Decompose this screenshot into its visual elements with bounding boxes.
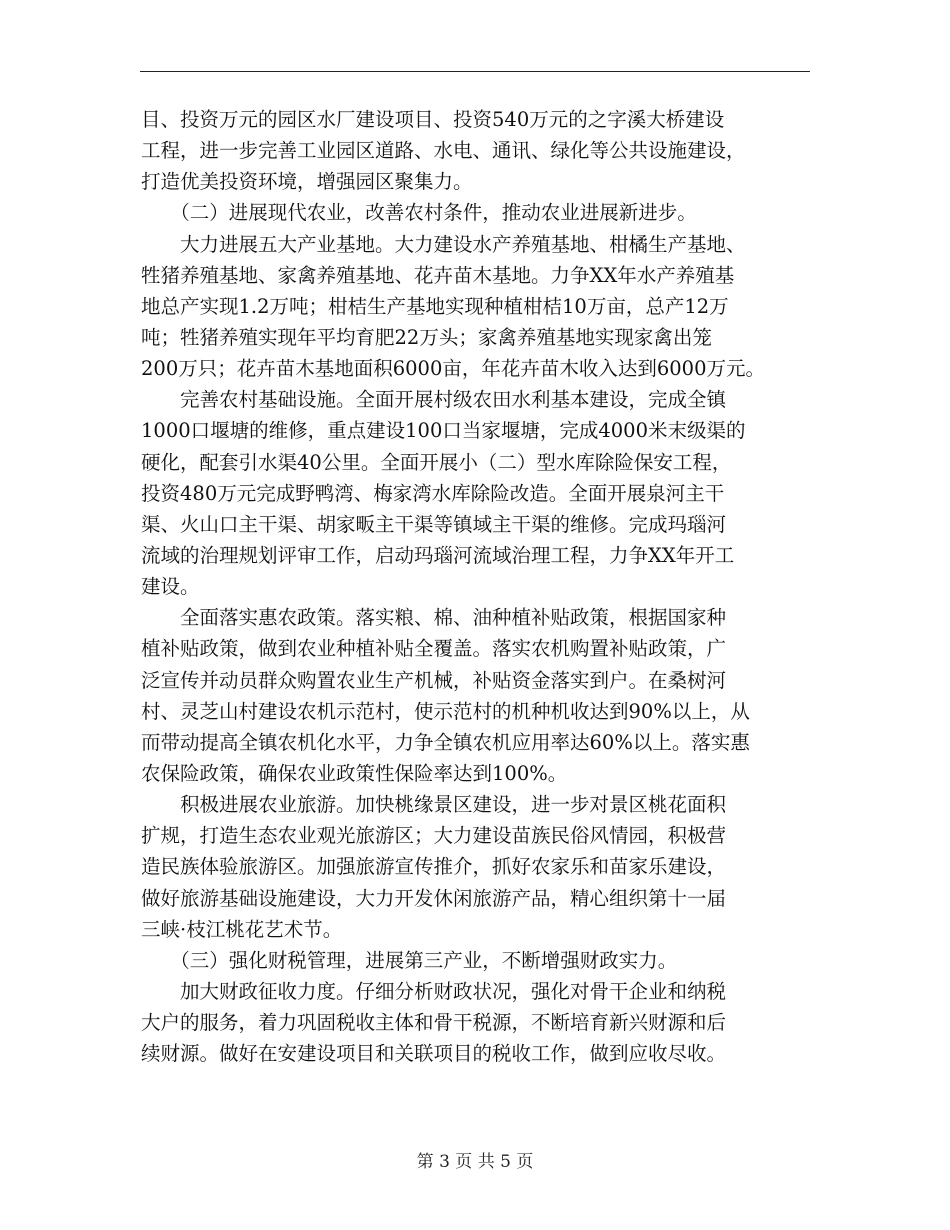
- text-line: 农保险政策，确保农业政策性保险率达到100%。: [141, 761, 568, 785]
- text-line: 植补贴政策，做到农业种植补贴全覆盖。落实农机购置补贴政策，广: [141, 637, 727, 661]
- text-line: 续财源。做好在安建设项目和关联项目的税收工作，做到应收尽收。: [141, 1042, 727, 1066]
- body-text: [141, 104, 815, 1069]
- text-line: 打造优美投资环境，增强园区聚集力。: [141, 170, 473, 194]
- text-line: 加大财政征收力度。仔细分析财政状况，强化对骨干企业和纳税: [141, 979, 727, 1003]
- text-line: 积极进展农业旅游。加快桃缘景区建设，进一步对景区桃花面积: [141, 793, 727, 817]
- text-line: 做好旅游基础设施建设，大力开发休闲旅游产品，精心组织第十一届: [141, 886, 727, 910]
- text-line: （三）强化财税管理，进展第三产业，不断增强财政实力。: [141, 948, 678, 972]
- text-line: 而带动提高全镇农机化水平，力争全镇农机应用率达60%以上。落实惠: [141, 730, 750, 754]
- text-line: 建设。: [141, 575, 200, 599]
- text-line: 地总产实现1.2万吨；柑桔生产基地实现种植柑桔10万亩，总产12万: [141, 294, 729, 318]
- text-line: 流域的治理规划评审工作，启动玛瑙河流域治理工程，力争XX年开工: [141, 543, 735, 567]
- text-line: 牲猪养殖基地、家禽养殖基地、花卉苗木基地。力争XX年水产养殖基: [141, 263, 735, 287]
- text-line: 三峡·枝江桃花艺术节。: [141, 917, 343, 941]
- header-rule: [140, 71, 810, 72]
- text-line: 硬化，配套引水渠40公里。全面开展小（二）型水库除险保安工程，: [141, 450, 732, 474]
- text-line: 大力进展五大产业基地。大力建设水产养殖基地、柑橘生产基地、: [141, 232, 746, 256]
- text-line: 泛宣传并动员群众购置农业生产机械，补贴资金落实到户。在桑树河: [141, 668, 727, 692]
- text-line: 全面落实惠农政策。落实粮、棉、油种植补贴政策，根据国家种: [141, 606, 727, 630]
- text-line: 1000口堰塘的维修，重点建设100口当家堰塘，完成4000米末级渠的: [141, 419, 746, 443]
- text-line: 工程，进一步完善工业园区道路、水电、通讯、绿化等公共设施建设，: [141, 139, 746, 163]
- page-footer: 第 3 页 共 5 页: [416, 1152, 534, 1172]
- text-line: 渠、火山口主干渠、胡家畈主干渠等镇域主干渠的维修。完成玛瑙河: [141, 512, 727, 536]
- text-line: 目、投资万元的园区水厂建设项目、投资540万元的之字溪大桥建设: [141, 108, 725, 131]
- text-line: 200万只；花卉苗木基地面积6000亩，年花卉苗木收入达到6000万元。: [141, 357, 765, 381]
- text-line: 完善农村基础设施。全面开展村级农田水利基本建设，完成全镇: [141, 388, 727, 412]
- text-line: 扩规，打造生态农业观光旅游区；大力建设苗族民俗风情园，积极营: [141, 824, 727, 848]
- text-line: （二）进展现代农业，改善农村条件，推动农业进展新进步。: [141, 201, 697, 225]
- text-line: 投资480万元完成野鸭湾、梅家湾水库除险改造。全面开展泉河主干: [141, 481, 725, 505]
- text-line: 大户的服务，着力巩固税收主体和骨干税源，不断培育新兴财源和后: [141, 1011, 727, 1035]
- text-line: 吨；牲猪养殖实现年平均育肥22万头；家禽养殖基地实现家禽出笼: [141, 325, 712, 349]
- text-line: 造民族体验旅游区。加强旅游宣传推介，抓好农家乐和苗家乐建设，: [141, 855, 727, 879]
- text-line: 村、灵芝山村建设农机示范村，使示范村的机种机收达到90%以上，从: [141, 699, 750, 723]
